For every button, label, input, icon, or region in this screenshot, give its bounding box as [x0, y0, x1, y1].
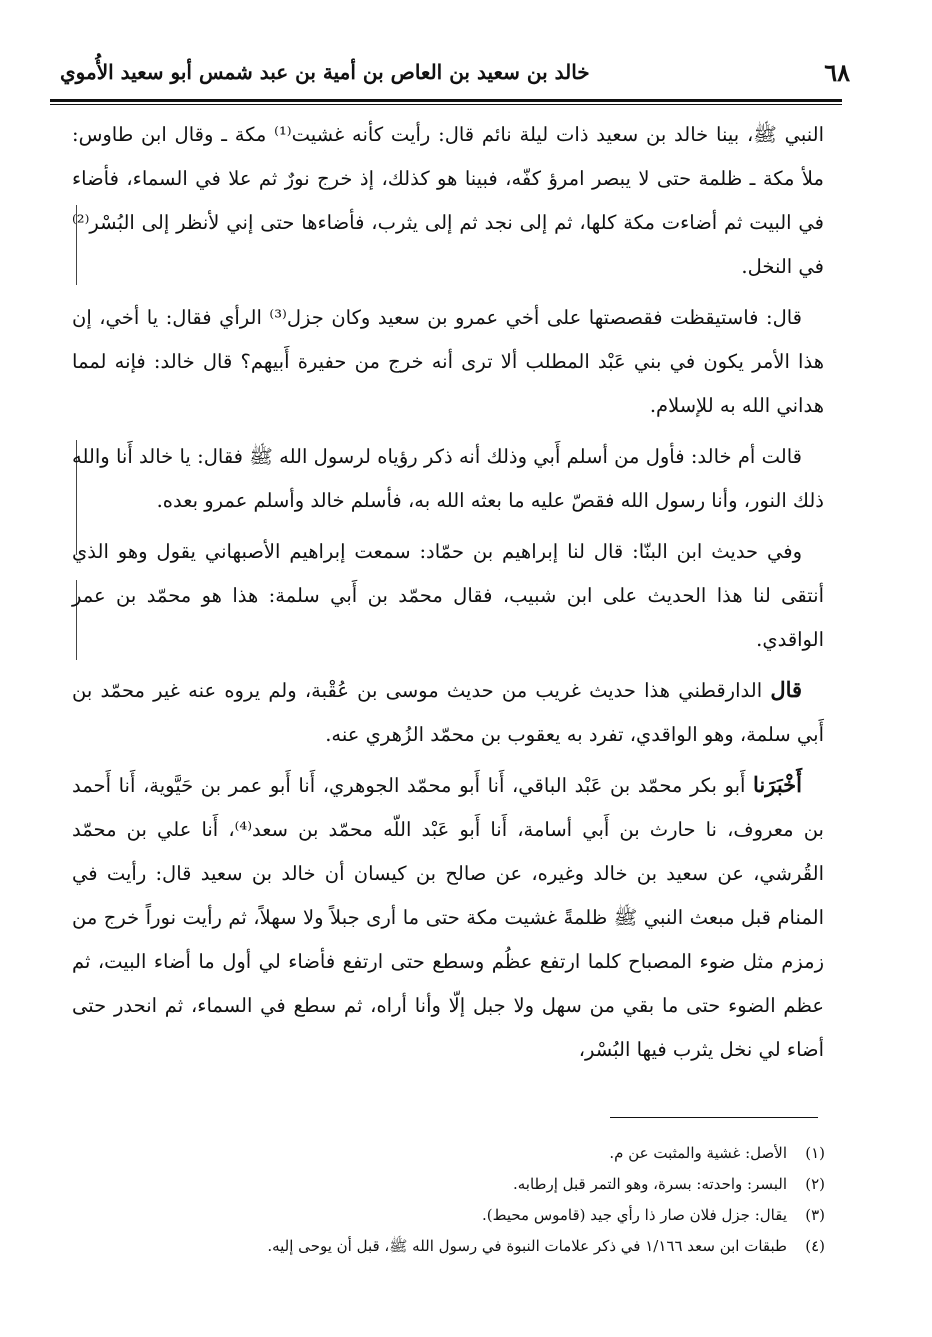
paragraph-lead: قال	[770, 677, 803, 702]
paragraph-text: قال: فاستيقظت فقصصتها على أخي عمرو بن سعيد وكان جزل⁽³⁾ الرأي فقال: يا أخي، إن هذا الأمر يكون في بني عَبْد المطلب ألا ترى أنه خرج من حفيرة أَبيهم؟ قال خالد: فإنه لمما هداني الله به للإسلام.	[72, 306, 824, 417]
paragraph-lead: أَخْبَرَنا	[753, 772, 802, 797]
paragraph	[72, 112, 824, 289]
footnote-text: البسر: واحدته: بسرة، وهو التمر قبل إرطابه.	[512, 1175, 787, 1193]
footnote	[170, 1200, 825, 1231]
footnote-number: (١)	[805, 1144, 825, 1162]
footnote	[170, 1138, 825, 1169]
running-title: خالد بن سعيد بن العاص بن أمية بن عبد شمس أبو سعيد الأُموي	[60, 60, 590, 84]
footnote-separator	[610, 1117, 818, 1118]
paragraph	[72, 529, 824, 662]
header-rule-thin	[50, 104, 842, 105]
paragraph	[72, 434, 824, 523]
paragraph-text: وفي حديث ابن البنّا: قال لنا إبراهيم بن حمّاد: سمعت إبراهيم الأصبهاني يقول وهو الذي أنتقى لنا هذا الحديث على ابن شبيب، فقال محمّد بن أَبي سلمة: هذا هو محمّد بن عمر الواقدي.	[72, 540, 824, 651]
page-header	[60, 50, 850, 94]
paragraph-text: النبي ﷺ، بينا خالد بن سعيد ذات ليلة نائم قال: رأيت كأنه غشيت⁽¹⁾ مكة ـ وقال ابن طاوس: ملأ مكة ـ ظلمة حتى لا يبصر امرؤ كفّه، فبينا هو كذلك، إذ خرج نورٌ ثم علا في السماء، فأضاء في البيت ثم أضاءت مكة كلها، ثم إلى نجد ثم إلى يثرب، فأضاءها حتى إني لأنظر إلى البُسْر⁽²⁾ في النخل.	[72, 123, 824, 278]
footnote-number: (٤)	[805, 1237, 825, 1255]
header-rule	[50, 99, 842, 102]
footnote-text: يقال: جزل فلان صار ذا رأي جيد (قاموس محيط).	[481, 1206, 787, 1224]
footnote-text: طبقات ابن سعد ١/١٦٦ في ذكر علامات النبوة في رسول الله ﷺ، قبل أن يوحى إليه.	[267, 1237, 787, 1255]
main-text	[72, 112, 824, 1078]
footnote	[170, 1231, 825, 1262]
footnotes	[170, 1138, 825, 1262]
paragraph	[72, 668, 824, 757]
footnote-number: (٣)	[805, 1206, 825, 1224]
paragraph	[72, 295, 824, 428]
paragraph	[72, 763, 824, 1072]
footnote-text: الأصل: غشية والمثبت عن م.	[609, 1144, 787, 1162]
footnote-number: (٢)	[805, 1175, 825, 1193]
paragraph-text: الدارقطني هذا حديث غريب من حديث موسى بن عُقْبة، ولم يروه عنه غير محمّد بن أَبي سلمة، وهو الواقدي، تفرد به يعقوب بن محمّد الزُهري عنه.	[72, 679, 824, 746]
paragraph-text: قالت أم خالد: فأول من أسلم أَبي وذلك أنه ذكر رؤياه لرسول الله ﷺ فقال: يا خالد أَنا والله ذلك النور، وأنا رسول الله فقصّ عليه ما بعثه الله به، فأسلم خالد وأسلم عمرو بعده.	[72, 445, 824, 512]
footnote	[170, 1169, 825, 1200]
page-number: ٦٨	[824, 58, 850, 87]
paragraph-text: أَبو بكر محمّد بن عَبْد الباقي، أَنا أَبو محمّد الجوهري، أَنا أَبو عمر بن حَيَّوية، أَنا أَحمد بن معروف، نا حارث بن أَبي أسامة، أَنا أَبو عَبْد اللّه محمّد بن سعد⁽⁴⁾، أَنا علي بن محمّد القُرشي، عن سعيد بن خالد وغيره، عن صالح بن كيسان أن خالد بن سعيد قال: رأيت في المنام قبل مبعث النبي ﷺ ظلمةً غشيت مكة حتى ما أرى جبلاً ولا سهلاً، ثم رأيت نوراً خرج من زمزم مثل ضوء المصباح كلما ارتفع عظُم وسطع حتى ارتفع فأضاء لي أول ما أضاء البيت، ثم عظم الضوء حتى ما بقي من سهل ولا جبل إلّا وأنا أراه، ثم سطع في السماء، ثم انحدر حتى أضاء لي نخل يثرب فيها البُسْر،	[72, 774, 824, 1061]
